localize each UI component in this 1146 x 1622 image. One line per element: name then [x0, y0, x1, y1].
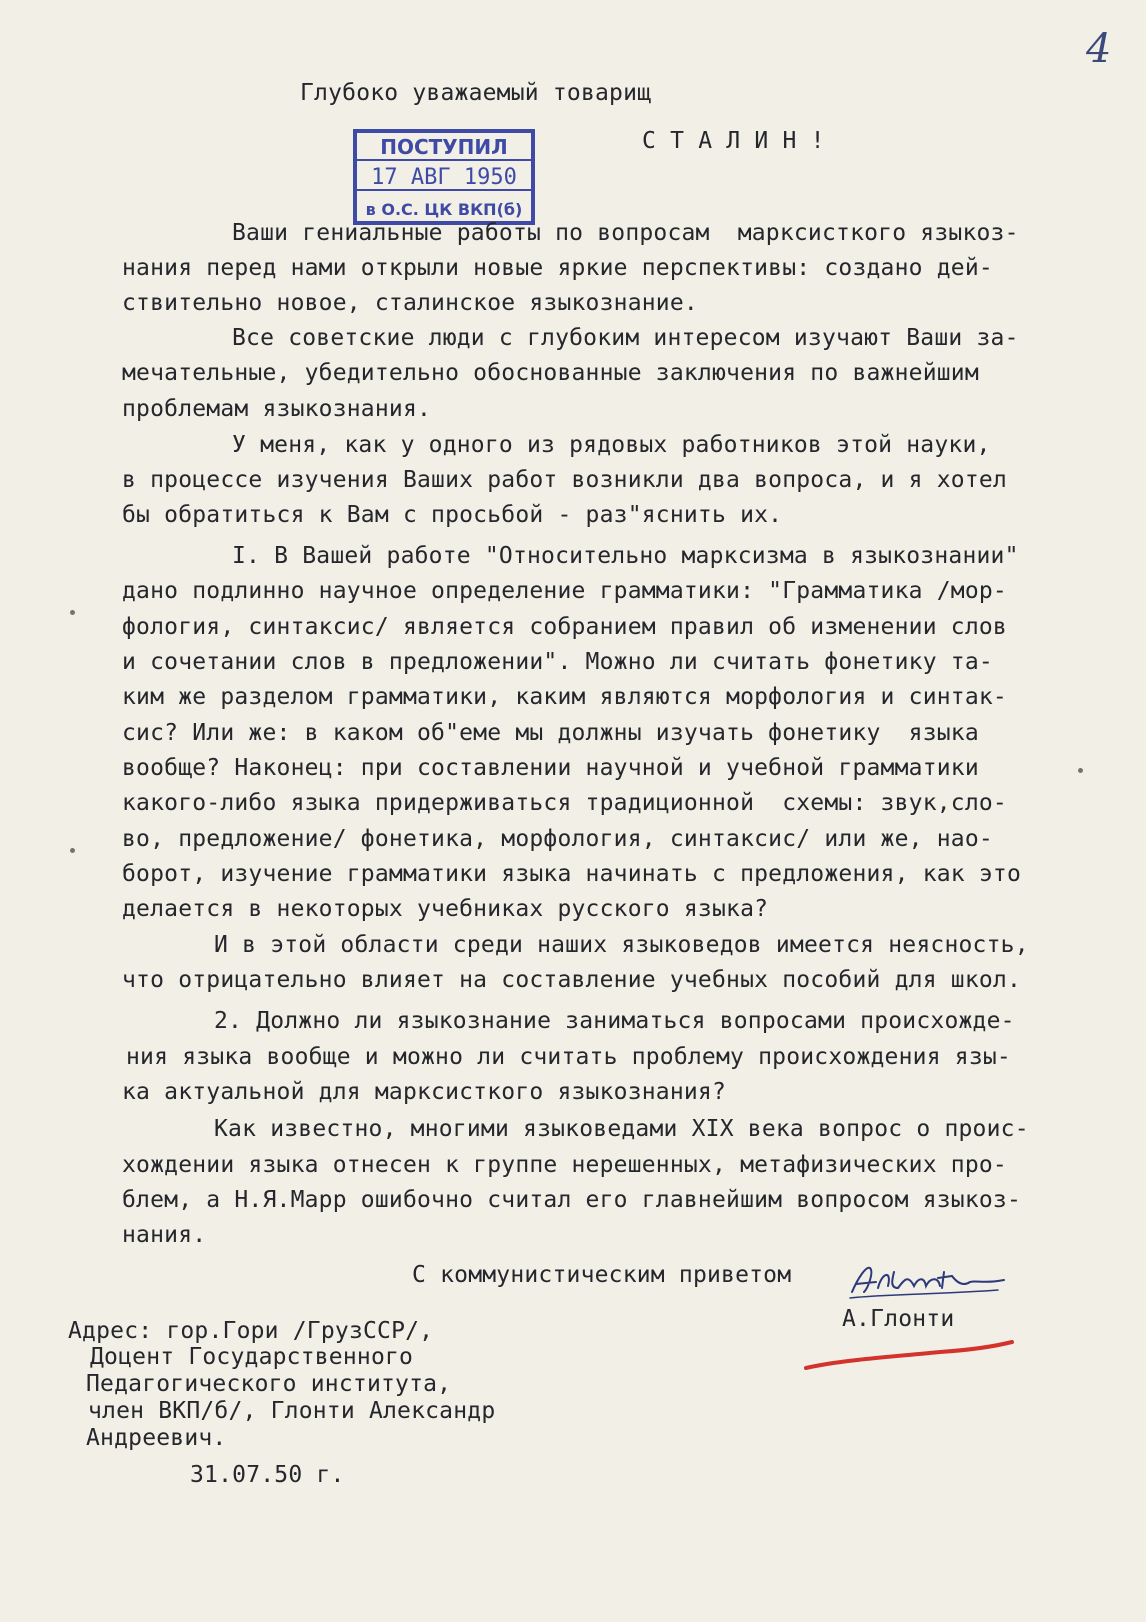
body-line: Все советские люди с глубоким интересом изучают Ваши за- [232, 325, 1019, 351]
body-line: мечательные, убедительно обоснованные заключения по важнейшим [122, 360, 979, 386]
stamp-line-2: 17 АВГ 1950 [371, 165, 517, 190]
red-pencil-mark [800, 1330, 1020, 1380]
address-line: Андреевич. [86, 1425, 227, 1451]
body-line: вообще? Наконец: при составлении научной и учебной грамматики [122, 755, 979, 781]
body-line: нания перед нами открыли новые яркие перспективы: создано дей- [122, 255, 993, 281]
body-line: во, предложение/ фонетика, морфология, синтаксис/ или же, нао- [122, 826, 993, 852]
punch-hole [70, 848, 75, 853]
body-line: и сочетании слов в предложении". Можно ли считать фонетику та- [122, 649, 993, 675]
body-line: блем, а Н.Я.Марр ошибочно считал его главнейшим вопросом языкоз- [122, 1187, 1022, 1213]
body-line: проблемам языкознания. [122, 396, 432, 422]
body-line: 2. Должно ли языкознание заниматься вопросами происхожде- [214, 1008, 1015, 1034]
body-line: Ваши гениальные работы по вопросам марксисткого языкоз- [232, 220, 1019, 246]
body-line: дано подлинно научное определение грамматики: "Грамматика /мор- [122, 578, 1007, 604]
received-stamp [352, 128, 538, 226]
body-line: I. В Вашей работе "Относительно марксизма в языкознании" [232, 543, 1019, 569]
signature-underline [850, 1290, 998, 1298]
letter-date: 31.07.50 г. [190, 1462, 345, 1488]
body-line: делается в некоторых учебниках русского языка? [122, 896, 769, 922]
signature-text: А.Глонти [848, 1245, 912, 1262]
body-line: ствительно новое, сталинское языкознание. [122, 290, 698, 316]
body-line: Как известно, многими языковедами XIX века вопрос о проис- [214, 1116, 1029, 1142]
salutation-line-1: Глубоко уважаемый товарищ [300, 80, 652, 106]
body-line: ния языка вообще и можно ли считать проблему происхождения язы- [126, 1044, 1011, 1070]
body-line: фология, синтаксис/ является собранием правил об изменении слов [122, 614, 1007, 640]
closing-line: С коммунистическим приветом [412, 1262, 792, 1288]
signature-stroke [852, 1268, 1004, 1292]
address-line: Доцент Государственного [90, 1344, 414, 1370]
signer-name: А.Глонти [842, 1306, 955, 1332]
red-pencil-stroke [806, 1342, 1012, 1368]
stamp-line-3: в О.С. ЦК ВКП(б) [365, 200, 523, 219]
body-line: И в этой области среди наших языковедов имеется неясность, [214, 932, 1029, 958]
body-line: борот, изучение грамматики языка начинать с предложения, как это [122, 861, 1022, 887]
body-line: что отрицательно влияет на составление учебных пособий для школ. [122, 967, 1022, 993]
body-line: ка актуальной для марксисткого языкознания? [122, 1079, 727, 1105]
punch-hole [1078, 768, 1083, 773]
body-line: сис? Или же: в каком об"еме мы должны изучать фонетику языка [122, 720, 979, 746]
body-line: бы обратиться к Вам с просьбой - раз"яснить их. [122, 502, 783, 528]
address-line: Педагогического института, [86, 1371, 452, 1397]
stamp-line-1: ПОСТУПИЛ [380, 135, 508, 159]
body-line: в процессе изучения Ваших работ возникли два вопроса, и я хотел [122, 467, 1007, 493]
body-line: ким же разделом грамматики, каким являются морфология и синтак- [122, 684, 1007, 710]
address-line: член ВКП/б/, Глонти Александр [88, 1398, 496, 1424]
salutation-line-2: С Т А Л И Н ! [642, 128, 825, 154]
body-line: какого-либо языка придерживаться традиционной схемы: звук,сло- [122, 790, 1007, 816]
page-number: 4 [1086, 26, 1112, 72]
punch-hole [70, 610, 75, 615]
address-line: Адрес: гор.Гори /ГрузССР/, [68, 1318, 434, 1344]
body-line: нания. [122, 1222, 207, 1248]
body-line: хождении языка отнесен к группе нерешенных, метафизических про- [122, 1152, 1007, 1178]
body-line: У меня, как у одного из рядовых работников этой науки, [232, 432, 991, 458]
